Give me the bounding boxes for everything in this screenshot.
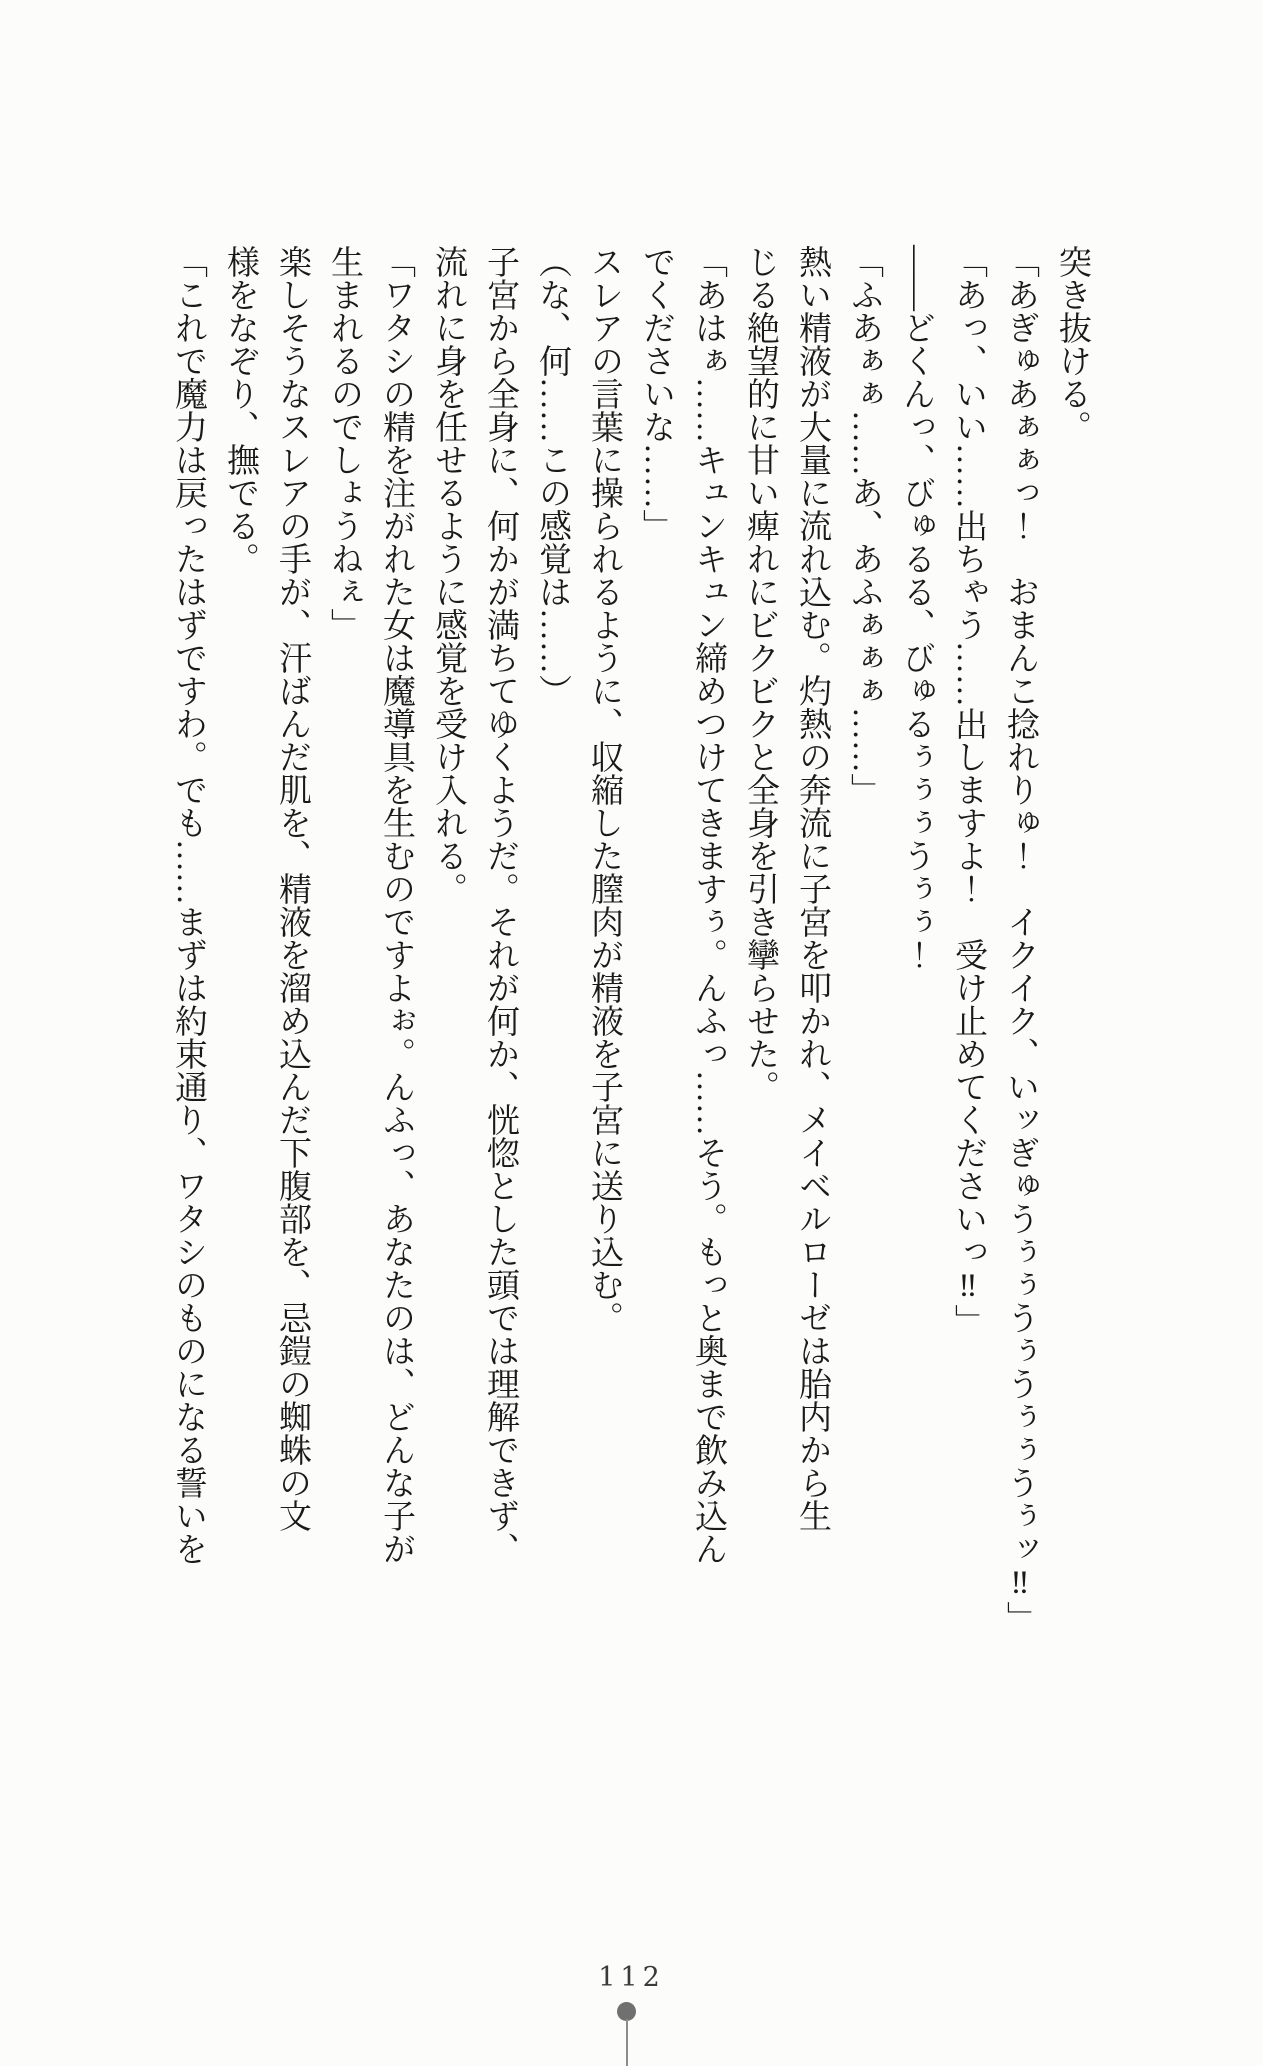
- text-line: 子宮から全身に、何かが満ちてゆくようだ。それが何か、恍惚とした頭では理解できず、: [482, 245, 518, 1565]
- page-number: 112: [598, 1962, 665, 1993]
- text-line: でくださいな……」: [638, 245, 674, 542]
- page-ornament-line: [626, 2019, 628, 2066]
- text-line: 「ふあぁぁ……あ、あふぁぁぁ……」: [846, 245, 882, 806]
- text-line: 流れに身を任せるように感覚を受け入れる。: [430, 245, 466, 905]
- text-line: じる絶望的に甘い痺れにビクビクと全身を引き攣らせた。: [742, 245, 778, 1103]
- text-line: 楽しそうなスレアの手が、汗ばんだ肌を、精液を溜め込んだ下腹部を、忌鎧の蜘蛛の文: [274, 245, 310, 1532]
- text-line: 熱い精液が大量に流れ込む。灼熱の奔流に子宮を叩かれ、メイベルローゼは胎内から生: [794, 245, 830, 1532]
- text-line: 「これで魔力は戻ったはずですわ。でも……まずは約束通り、ワタシのものになる誓いを: [170, 245, 206, 1565]
- page-text: [162, 245, 1098, 1655]
- text-line: （な、何……この感覚は……）: [534, 245, 570, 707]
- text-line: スレアの言葉に操られるように、収縮した膣肉が精液を子宮に送り込む。: [586, 245, 622, 1334]
- text-line: 「ワタシの精を注がれた女は魔導具を生むのですよぉ。んふっ、あなたのは、どんな子が: [378, 245, 414, 1565]
- text-line: 様をなぞり、撫でる。: [222, 245, 258, 575]
- text-line: ――どくんっ、びゅるる、びゅるぅぅぅうぅぅ！: [898, 245, 934, 971]
- text-line: 生まれるのでしょうねぇ」: [326, 245, 362, 641]
- text-line: 「あっ、いい……出ちゃう……出しますよ！ 受け止めてくださいっ‼」: [950, 245, 986, 1337]
- text-line: 「あぎゅあぁぁっ！ おまんこ捻れりゅ！ イクイク、いッぎゅうぅぅうぅうぅぅうぅッ‼」: [1002, 245, 1038, 1634]
- text-line: 「あはぁ……キュンキュン締めつけてきますぅ。んふっ……そう。もっと奥まで飲み込ん: [690, 245, 726, 1565]
- text-line: 突き抜ける。: [1054, 245, 1090, 443]
